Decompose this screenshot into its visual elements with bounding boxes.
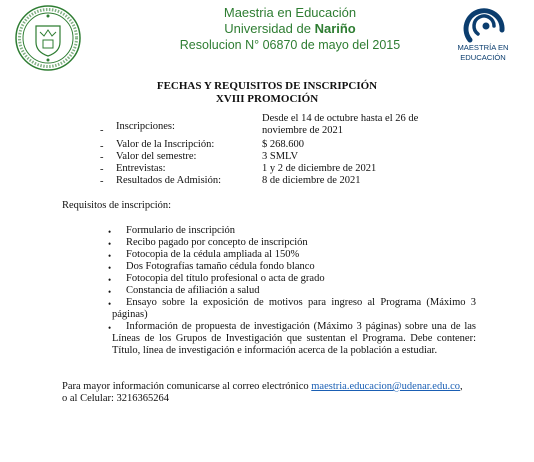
row-value-entrevistas: 1 y 2 de diciembre de 2021 [262, 163, 377, 174]
row-dash: - [100, 125, 104, 136]
row-dash: - [100, 164, 104, 175]
row-dash: - [100, 176, 104, 187]
maestria-logo-text: MAESTRÍA EN EDUCACIÓN [457, 43, 509, 62]
bullet-icon: • [108, 275, 112, 285]
university-seal-logo [14, 4, 82, 72]
list-item-continuation: Título, línea de investigación e información acerca de la población a estudiar. [112, 345, 438, 356]
contact-phone: o al Celular: 3216365264 [62, 393, 170, 404]
bullet-icon: • [108, 239, 112, 249]
list-item: Recibo pagado por concepto de inscripción [126, 237, 308, 248]
contact-line: Para mayor información comunicarse al correo electrónico maestria.educacion@udenar.edu.co, [62, 381, 463, 392]
row-dash: - [100, 141, 104, 152]
row-label-valor-semestre: Valor del semestre: [116, 151, 197, 162]
row-value-inscripciones-line2: noviembre de 2021 [262, 125, 344, 136]
list-item-continuation: páginas) [112, 309, 148, 320]
list-item: Formulario de inscripción [126, 225, 236, 236]
bullet-icon: • [108, 299, 112, 309]
row-value-resultados: 8 de diciembre de 2021 [262, 175, 361, 186]
row-dash: - [100, 152, 104, 163]
bullet-icon: • [108, 251, 112, 261]
university-name: Universidad de Nariño [224, 21, 356, 36]
bullet-icon: • [108, 287, 112, 297]
row-value-inscripciones-line1: Desde el 14 de octubre hasta el 26 de [262, 113, 419, 124]
document-subtitle: XVIII PROMOCIÓN [215, 93, 319, 105]
program-name: Maestria en Educación [223, 5, 357, 20]
row-label-valor-inscripcion: Valor de la Inscripción: [116, 139, 215, 150]
list-item: Ensayo sobre la exposición de motivos para ingreso al Programa (Máximo 3 [126, 297, 476, 308]
row-label-resultados: Resultados de Admisión: [116, 175, 221, 186]
bullet-icon: • [108, 323, 112, 333]
requirements-heading: Requisitos de inscripción: [62, 200, 172, 211]
bullet-icon: • [108, 227, 112, 237]
list-item: Fotocopia de la cédula ampliada al 150% [126, 249, 300, 260]
row-value-valor-semestre: 3 SMLV [262, 151, 299, 162]
list-item-continuation: Líneas de los Grupos de Investigación que sustentan el Programa. Debe contener: [112, 333, 476, 344]
list-item: Dos Fotografías tamaño cédula fondo blanco [126, 261, 315, 272]
document-title: FECHAS Y REQUISITOS DE INSCRIPCIÓN [156, 80, 378, 92]
contact-email-link[interactable]: maestria.educacion@udenar.edu.co [311, 381, 460, 392]
row-label-inscripciones: Inscripciones: [116, 121, 175, 132]
bullet-icon: • [108, 263, 112, 273]
row-value-valor-inscripcion: $ 268.600 [262, 139, 304, 150]
row-label-entrevistas: Entrevistas: [116, 163, 166, 174]
header-title-block [150, 5, 430, 53]
resolution-text: Resolucion N° 06870 de mayo del 2015 [179, 38, 401, 52]
list-item: Constancia de afiliación a salud [126, 285, 260, 296]
list-item: Fotocopia del título profesional o acta de grado [126, 273, 325, 284]
list-item: Información de propuesta de investigación (Máximo 3 páginas) sobre una de las [126, 321, 476, 332]
